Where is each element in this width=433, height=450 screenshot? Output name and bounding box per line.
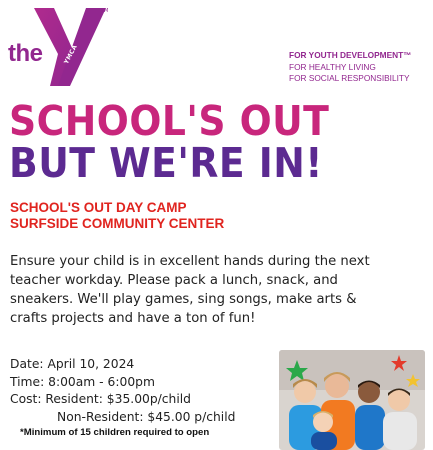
event-date: Date: April 10, 2024: [10, 357, 135, 371]
logo-the-text: the: [8, 40, 43, 67]
children-group-photo: [279, 350, 425, 450]
logo-ymca-text: YMCA: [63, 43, 79, 66]
cost-nonresident: Non-Resident: $45.00 p/child: [57, 409, 236, 424]
event-subhead: [10, 200, 224, 232]
tagline-healthy: FOR HEALTHY LIVING: [289, 61, 376, 72]
event-time: Time: 8:00am - 6:00pm: [10, 374, 155, 389]
tagline-youth: FOR YOUTH DEVELOPMENT™: [289, 50, 412, 60]
camp-name: SCHOOL'S OUT DAY CAMP: [10, 200, 187, 215]
description-line: teacher workday. Please pack a lunch, snack, and: [10, 273, 338, 288]
logo-trademark: TM: [101, 8, 109, 14]
description-line: crafts projects and have a ton of fun!: [10, 311, 256, 326]
tagline: [289, 50, 419, 85]
description-line: Ensure your child is in excellent hands during the next: [10, 254, 370, 269]
tagline-social: FOR SOCIAL RESPONSIBILITY: [289, 73, 410, 83]
headline-line-2: BUT WE'RE IN!: [9, 139, 323, 187]
event-details: [10, 356, 235, 426]
description: [10, 252, 428, 328]
description-line: sneakers. We'll play games, sing songs, make arts &: [10, 292, 357, 307]
location-name: SURFSIDE COMMUNITY CENTER: [10, 216, 225, 231]
headline-line-1: SCHOOL'S OUT: [9, 97, 330, 145]
cost-resident: Cost: Resident: $35.00p/child: [10, 392, 191, 406]
minimum-note: *Minimum of 15 children required to open: [20, 427, 210, 438]
